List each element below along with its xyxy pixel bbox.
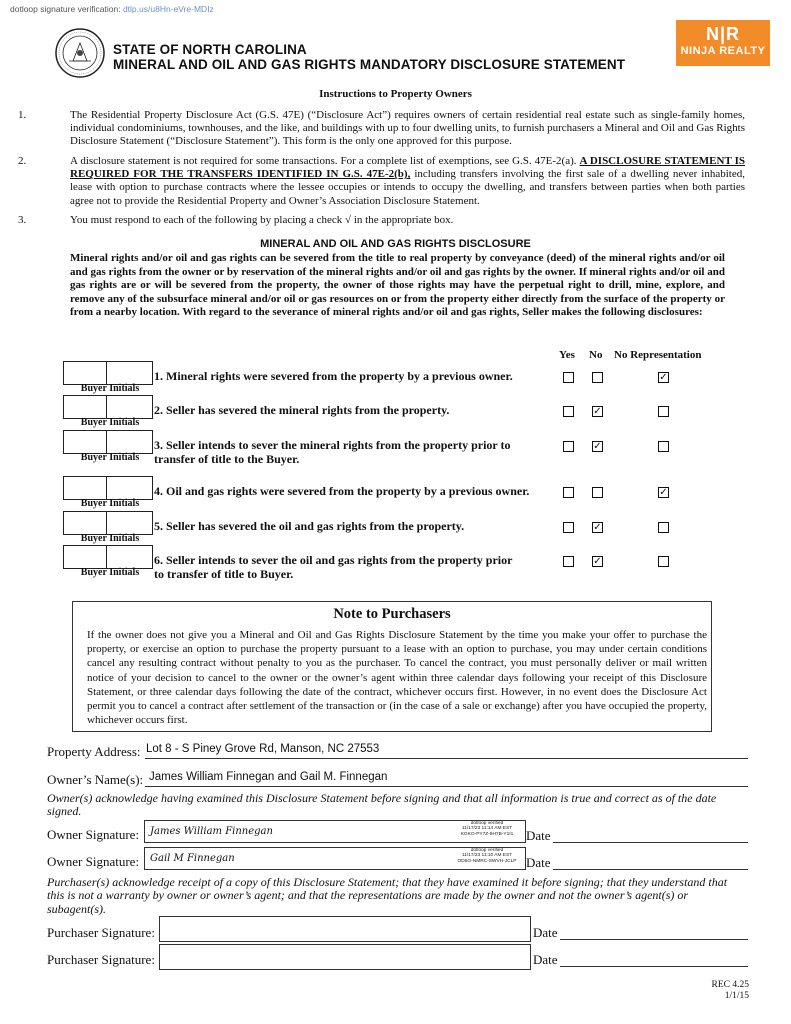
yes-checkbox[interactable]	[563, 441, 574, 452]
state-seal-icon	[55, 28, 105, 78]
stamp-line: dotloop verified	[470, 848, 504, 853]
instructions-heading: Instructions to Property Owners	[319, 88, 472, 100]
purchaser-signature-label: Purchaser Signature:	[47, 952, 155, 967]
column-header-no: No	[589, 349, 603, 361]
no-representation-checkbox[interactable]	[658, 522, 669, 533]
buyer-initials-box[interactable]	[63, 395, 153, 419]
owner-acknowledgment: Owner(s) acknowledge having examined this Disclosure Statement before signing and that all information is true and correct as of the date signed.	[47, 791, 717, 819]
disclosure-question	[154, 438, 511, 466]
purchaser-date-line[interactable]	[560, 966, 748, 967]
owner-names-label: Owner’s Name(s):	[47, 772, 144, 787]
owner-date-line[interactable]	[553, 842, 748, 843]
initials-divider	[106, 362, 107, 384]
question-line: 2. Seller has severed the mineral rights from the property.	[154, 403, 450, 417]
question-line: 3. Seller intends to sever the mineral rights from the property prior to	[154, 438, 511, 452]
instruction-number: 2.	[18, 155, 27, 167]
note-body: If the owner does not give you a Mineral and Oil and Gas Rights Disclosure Statement by the time you make your offer to purchase the property, or exercise an option to purchase the property pursuant to a lease with an option to purchase, you may under certain conditions cancel any resulting contract without penalty to you as the purchaser. To cancel the contract, you must personally deliver or mail written notice of your decision to cancel to the owner or the owner’s agent within three calendar days following your receipt of this Disclosure Statement, or three calendar days following the date of the contract, whichever occurs first. However, in no event does the Disclosure Act permit you to cancel a contract after settlement of the transaction or (in the case of a sale or exchange) after you have occupied the property, whichever occurs first.	[87, 629, 707, 727]
question-line: 1. Mineral rights were severed from the property by a previous owner.	[154, 369, 513, 383]
verification-link[interactable]: dtlp.us/u8Hn-eVre-MDIz	[122, 4, 214, 14]
buyer-initials-box[interactable]	[63, 511, 153, 535]
question-line: 6. Seller intends to sever the oil and gas rights from the property prior	[154, 553, 513, 567]
instruction-text-part: A disclosure statement is not required for some transactions. For a complete list of exemptions, see G.S. 47E-2(a).	[70, 155, 580, 167]
instruction-number: 1.	[18, 109, 27, 121]
question-line: transfer of title to the Buyer.	[154, 452, 300, 466]
note-title: Note to Purchasers	[333, 606, 451, 622]
no-representation-checkbox[interactable]	[658, 441, 669, 452]
purchaser-signature-field[interactable]	[159, 944, 531, 970]
no-checkbox[interactable]: ✓	[593, 406, 602, 417]
owner-signature-label: Owner Signature:	[47, 854, 140, 869]
owner-signature-label: Owner Signature:	[47, 827, 140, 842]
initials-divider	[106, 546, 107, 568]
owner-date-label: Date	[526, 828, 551, 843]
purchaser-signature-label: Purchaser Signature:	[47, 925, 155, 940]
column-header-yes: Yes	[559, 349, 575, 361]
owner-date-line[interactable]	[553, 869, 748, 870]
no-representation-checkbox[interactable]	[658, 556, 669, 567]
owner-signature-1: James William Finnegan	[150, 826, 273, 837]
yes-checkbox[interactable]	[563, 522, 574, 533]
buyer-initials-label: Buyer Initials	[80, 533, 140, 544]
buyer-initials-box[interactable]	[63, 361, 153, 385]
yes-checkbox[interactable]	[563, 556, 574, 567]
disclosure-question	[154, 553, 512, 581]
buyer-initials-label: Buyer Initials	[80, 383, 140, 394]
buyer-initials-label: Buyer Initials	[80, 417, 140, 428]
no-representation-checkbox[interactable]	[658, 406, 669, 417]
disclosure-question	[154, 519, 464, 533]
ninja-realty-logo	[676, 20, 770, 66]
instruction-bold-text: A DISCLOSURE STATEMENT IS REQUIRED FOR THE TRANSFERS IDENTIFIED IN G.S. 47E-2(b),	[70, 155, 746, 181]
question-line: to transfer of title to Buyer.	[154, 567, 294, 581]
logo-name: NINJA REALTY	[680, 45, 766, 57]
property-address-line	[145, 758, 748, 759]
no-checkbox[interactable]: ✓	[593, 522, 602, 533]
stamp-line: KGKO-PY7Z-9H7B-Y1I1	[460, 831, 514, 837]
no-representation-checkbox[interactable]: ✓	[659, 372, 668, 383]
stamp-line: 11/17/23 11:10 AM EST	[461, 853, 513, 859]
buyer-initials-label: Buyer Initials	[80, 567, 140, 578]
dotloop-verified-stamp	[452, 821, 522, 837]
buyer-initials-label: Buyer Initials	[80, 452, 140, 463]
title-line-2: MINERAL AND OIL AND GAS RIGHTS MANDATORY DISCLOSURE STATEMENT	[113, 57, 626, 72]
disclosure-question	[154, 403, 449, 417]
initials-divider	[106, 396, 107, 418]
disclosure-question	[154, 484, 529, 498]
yes-checkbox[interactable]	[563, 487, 574, 498]
form-footer	[712, 980, 749, 1002]
question-line: 4. Oil and gas rights were severed from the property by a previous owner.	[154, 484, 530, 498]
form-number: REC 4.25	[711, 980, 749, 990]
owner-names-value[interactable]: James William Finnegan and Gail M. Finnegan	[149, 771, 388, 783]
instruction-number: 3.	[18, 214, 27, 226]
instruction-text-part: including transfers involving the first sale of a dwelling never inhabited, lease with option to purchase contracts where the lessee occupies or intends to occupy the dwelling, and transfers between parties when both parties agree not to provide the Residential Property and Owner’s Association Disclosure Statement.	[70, 168, 745, 207]
instruction-text: The Residential Property Disclosure Act (G.S. 47E) (“Disclosure Act”) requires owners of certain residential real estate such as single-family homes, individual condominiums, townhouses, and the like, and buildings with up to four dwelling units, to furnish purchasers a Mineral and Oil and Gas Rights Disclosure Statement (“Disclosure Statement”). This form is the only one approved for this purpose.	[70, 109, 745, 148]
disclosure-intro: Mineral rights and/or oil and gas rights can be severed from the title to real property by conveyance (deed) of the mineral rights and/or oil and gas rights from the owner or by reservation of the mineral rights and/or oil and gas rights by the owner. If mineral rights and/or oil and gas rights are or will be severed from the property, the owner of those rights may have the perpetual right to drill, mine, explore, and remove any of the subsurface mineral and/or oil or gas resources on or from the property either directly from the surface of the property or from a nearby location. With regard to the severance of mineral rights and/or oil and gas rights, Seller makes the following disclosures:	[70, 252, 725, 319]
owner-signature-2: Gail M Finnegan	[150, 853, 235, 864]
property-address-label: Property Address:	[47, 744, 141, 759]
logo-mark: N|R	[705, 24, 741, 44]
owner-date-label: Date	[526, 855, 551, 870]
verification-label: dotloop signature verification:	[10, 4, 121, 14]
disclosure-heading: MINERAL AND OIL AND GAS RIGHTS DISCLOSURE	[260, 238, 531, 250]
disclosure-question	[154, 369, 513, 383]
stamp-line: 11/17/23 11:14 AM EST	[461, 826, 513, 832]
property-address-value[interactable]: Lot 8 - S Piney Grove Rd, Manson, NC 27553	[146, 743, 380, 755]
owner-names-line	[145, 786, 748, 787]
purchaser-signature-field[interactable]	[159, 916, 531, 942]
document-title	[113, 42, 625, 72]
buyer-initials-box[interactable]	[63, 545, 153, 569]
title-line-1: STATE OF NORTH CAROLINA	[113, 42, 307, 57]
dotloop-verification	[10, 4, 214, 14]
yes-checkbox[interactable]	[563, 406, 574, 417]
instruction-text: You must respond to each of the following by placing a check √ in the appropriate box.	[70, 214, 454, 226]
no-checkbox[interactable]: ✓	[593, 556, 602, 567]
buyer-initials-box[interactable]	[63, 430, 153, 454]
stamp-line: OD5O-NMRC-SWVH-JCLP	[457, 858, 517, 864]
question-line: 5. Seller has severed the oil and gas rights from the property.	[154, 519, 465, 533]
initials-divider	[106, 512, 107, 534]
dotloop-verified-stamp	[452, 848, 522, 864]
no-checkbox[interactable]: ✓	[593, 441, 602, 452]
no-checkbox[interactable]	[592, 372, 603, 383]
initials-divider	[106, 477, 107, 499]
no-representation-checkbox[interactable]: ✓	[659, 487, 668, 498]
column-header-no-representation: No Representation	[614, 349, 702, 361]
purchaser-date-label: Date	[533, 952, 558, 967]
buyer-initials-box[interactable]	[63, 476, 153, 500]
initials-divider	[106, 431, 107, 453]
purchaser-acknowledgment: Purchaser(s) acknowledge receipt of a copy of this Disclosure Statement; that they have examined it before signing; that they understand that this is not a warranty by owner or owner’s agent; and that the representations are made by the owner and not the owner’s agent(s) or subagent(s).	[47, 875, 728, 916]
buyer-initials-label: Buyer Initials	[80, 498, 140, 509]
purchaser-date-line[interactable]	[560, 939, 748, 940]
stamp-line: dotloop verified	[470, 821, 504, 826]
yes-checkbox[interactable]	[563, 372, 574, 383]
form-date: 1/1/15	[724, 991, 749, 1001]
instruction-text	[70, 155, 745, 208]
no-checkbox[interactable]	[592, 487, 603, 498]
purchaser-date-label: Date	[533, 925, 558, 940]
